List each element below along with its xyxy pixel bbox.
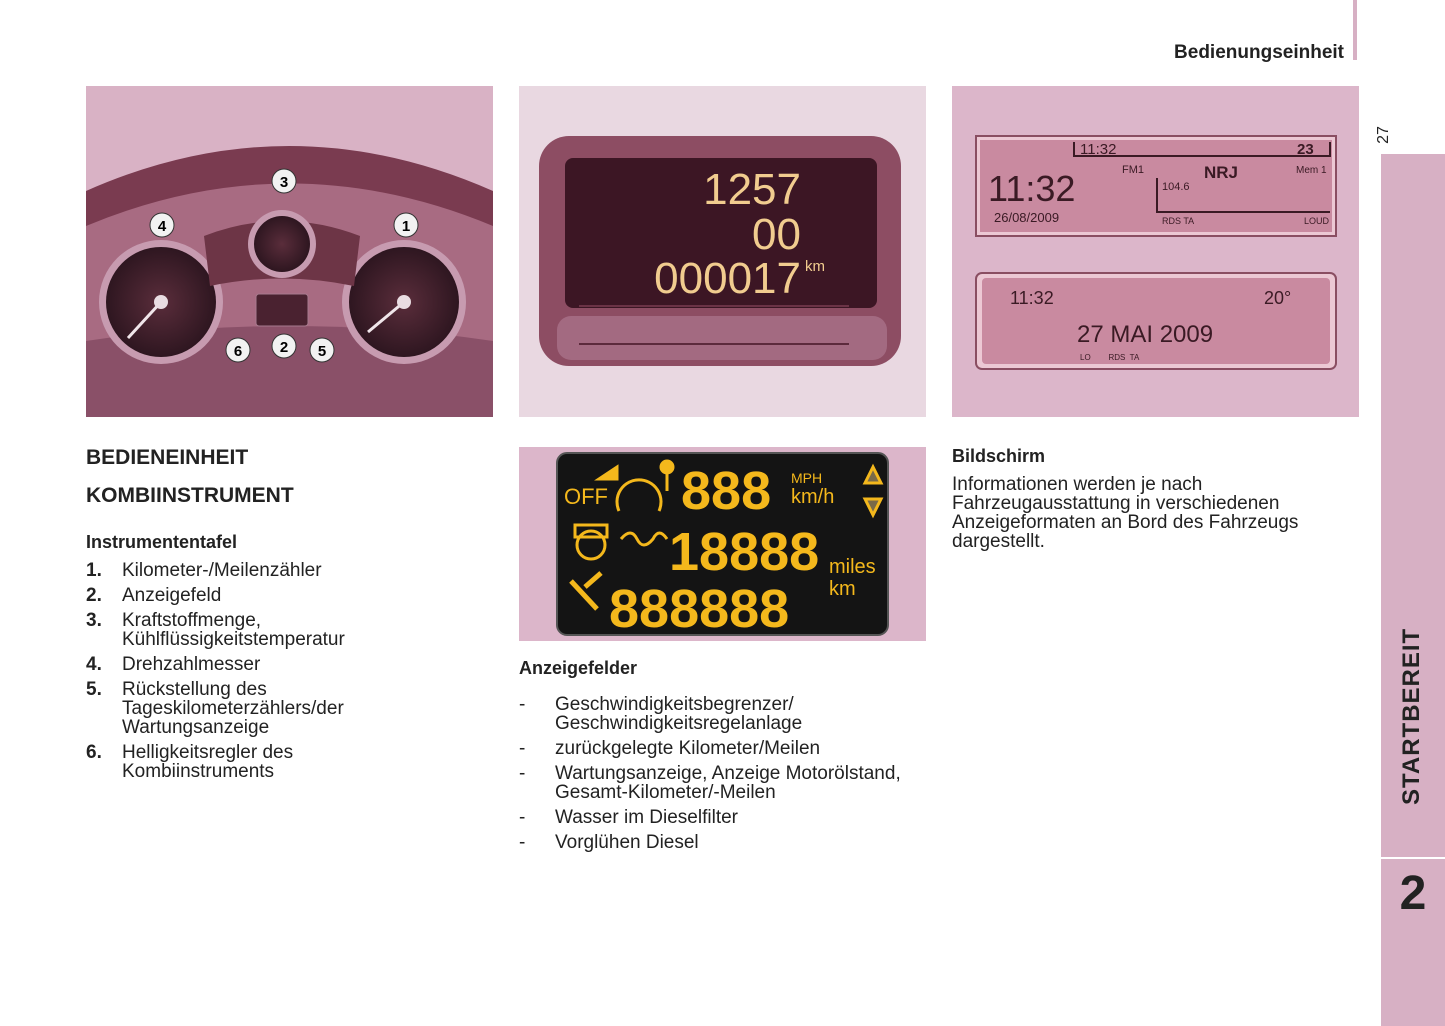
screen-top-small-clock: 11:32 — [1080, 141, 1117, 158]
display-fields-subheading: Anzeigefelder — [519, 658, 638, 678]
list-item — [519, 739, 926, 758]
screen-image — [952, 86, 1359, 417]
list-item-text: Kraftstoffmenge, Kühlflüssigkeitstemperatur — [122, 610, 345, 650]
screen-top-mem: Mem 1 — [1296, 165, 1327, 176]
list-item — [519, 808, 926, 827]
screen-subheading: Bildschirm — [952, 446, 1046, 466]
list-item — [519, 695, 895, 733]
list-item-text: Wasser im Dieselfilter — [555, 807, 738, 828]
odometer-line-1: 1257 — [703, 165, 801, 214]
list-item — [86, 586, 493, 605]
odometer-display-image — [519, 86, 926, 417]
list-item-number: 1. — [86, 560, 102, 581]
odometer-line-2: 00 — [752, 210, 801, 259]
list-item-number: 6. — [86, 742, 102, 763]
screen-top-station: NRJ — [1204, 163, 1239, 182]
list-item-text: Helligkeitsregler des Kombiinstruments — [122, 742, 294, 782]
lcd-unit-km: km — [829, 578, 856, 600]
screen-illustration — [952, 86, 1359, 417]
chapter-tab-divider — [1381, 857, 1445, 859]
page-number: 27 — [1375, 126, 1392, 144]
list-item-number: 2. — [86, 585, 102, 606]
right-column — [952, 446, 1359, 551]
list-dash: - — [519, 763, 526, 784]
screen-top-big-clock: 11:32 — [988, 168, 1076, 209]
list-item-text: Drehzahlmesser — [122, 654, 261, 675]
list-item — [86, 680, 422, 737]
lcd-off-label: OFF — [564, 484, 608, 509]
list-item-text: Vorglühen Diesel — [555, 832, 699, 853]
list-item-text: zurückgelegte Kilometer/Meilen — [555, 738, 821, 759]
list-item-text: Anzeigefeld — [122, 585, 222, 606]
list-item-number: 5. — [86, 679, 102, 700]
list-item — [86, 655, 493, 674]
callout-4: 4 — [157, 218, 167, 235]
instrument-cluster-image — [86, 86, 493, 417]
lcd-unit-mph: MPH — [791, 470, 823, 486]
screen-top-rds: RDS TA — [1162, 216, 1195, 226]
callout-3: 3 — [279, 174, 289, 191]
list-dash: - — [519, 807, 526, 828]
lcd-row-3: 888888 — [609, 579, 790, 639]
list-item-number: 4. — [86, 654, 102, 675]
callout-5: 5 — [317, 343, 327, 360]
list-dash: - — [519, 832, 526, 853]
lcd-row-2: 18888 — [669, 522, 820, 582]
screen-top-temp: 23 — [1297, 141, 1314, 158]
lcd-row-1: 888 — [681, 461, 772, 521]
list-item-text: Rückstellung des Tageskilometerzählers/der Wartungsanzeige — [122, 679, 344, 738]
instrument-panel-list — [86, 561, 493, 781]
chapter-tab-label: STARTBEREIT — [1398, 627, 1425, 805]
list-dash: - — [519, 694, 526, 715]
odometer-unit: km — [805, 258, 825, 275]
display-fields-list — [519, 695, 926, 852]
list-dash: - — [519, 738, 526, 759]
lcd-unit-miles: miles — [829, 556, 876, 578]
screen-bottom-temp: 20° — [1264, 288, 1292, 308]
lcd-unit-kmh: km/h — [791, 486, 835, 508]
instrument-panel-subheading: Instrumententafel — [86, 532, 238, 552]
list-item — [519, 764, 950, 802]
list-item — [86, 611, 422, 649]
list-item — [86, 743, 402, 781]
list-item-text: Wartungsanzeige, Anzeige Motorölstand, Gesamt-Kilometer/-Meilen — [555, 763, 901, 803]
list-item — [86, 561, 493, 580]
odometer-display-illustration — [519, 86, 926, 417]
section-heading-1: BEDIENEINHEIT — [86, 446, 249, 469]
header-divider — [1353, 0, 1357, 60]
lcd-fields-illustration — [519, 447, 926, 641]
list-item-text: Geschwindigkeitsbegrenzer/ Geschwindigkeitsregelanlage — [555, 694, 803, 734]
list-item — [519, 833, 926, 852]
screen-top-freq: 104.6 — [1162, 181, 1190, 193]
screen-top-date: 26/08/2009 — [994, 210, 1060, 225]
middle-column — [519, 658, 926, 858]
section-heading-2: KOMBIINSTRUMENT — [86, 484, 294, 507]
screen-bottom-clock: 11:32 — [1010, 288, 1054, 308]
list-item-number: 3. — [86, 610, 102, 631]
screen-top-band: FM1 — [1122, 164, 1144, 176]
odometer-line-3: 000017 — [654, 254, 801, 303]
lcd-fields-image — [519, 447, 926, 641]
screen-bottom-flags: LO RDS TA — [1080, 353, 1140, 362]
list-item-text: Kilometer-/Meilenzähler — [122, 560, 322, 581]
screen-description: Informationen werden je nach Fahrzeugausstattung in verschiedenen Anzeigeformaten an Bord des Fahrzeugs dargestellt. — [952, 474, 1299, 552]
running-header: Bedienungseinheit — [1174, 42, 1344, 63]
screen-top-loud: LOUD — [1304, 216, 1330, 226]
screen-bottom-date: 27 MAI 2009 — [1077, 321, 1214, 348]
callout-1: 1 — [401, 218, 411, 235]
callout-2: 2 — [279, 339, 289, 356]
callout-6: 6 — [233, 343, 243, 360]
left-column — [86, 446, 493, 787]
chapter-number: 2 — [1399, 867, 1427, 920]
instrument-cluster-illustration — [86, 86, 493, 417]
